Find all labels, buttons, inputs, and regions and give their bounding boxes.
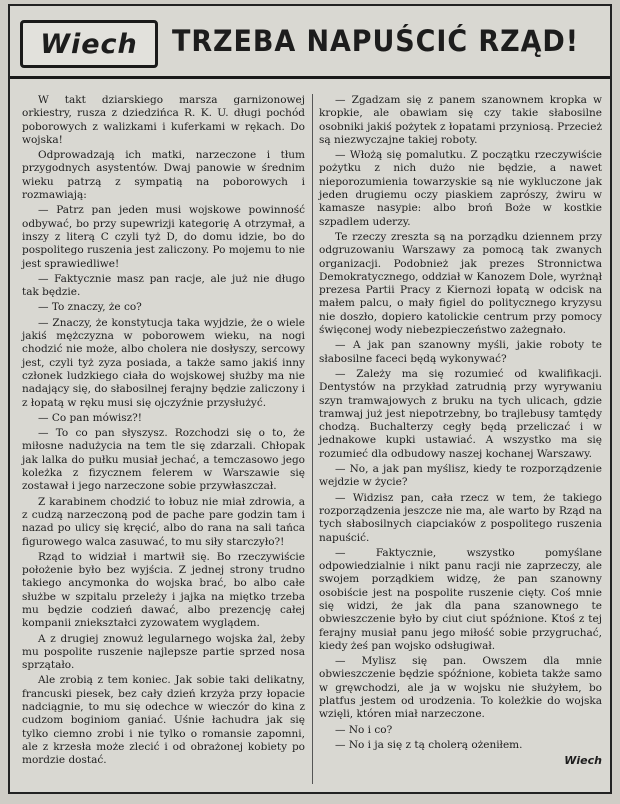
paragraph: Rząd to widział i martwił się. Bo rzeczywiście położenie było bez wyjścia. Z jednej strony trudno takiego ancymonka do wojska brać, bo albo całe służbe w szpitalu przeleży i jajka na miętko trzeba mu będzie codzień dawać, albo prezencję całej kompanii zniekształci zyzowatem wyglądem. [22,550,305,630]
paragraph: — Zgadzam się z panem szanownem kropka w kropkie, ale obawiam się czy takie słabosilne osobniki jakiś pożytek z łopatami przyniosą. Przecież są niezwyczajne takiej roboty. [319,94,602,146]
paragraph: — Włożą się pomalutku. Z początku rzeczywiście pożytku z nich dużo nie będzie, a nawet nieporozumienia towarzyskie są nie wykluczone jak jeden drugiemu oczy piaskiem zaprószy, żwiru w kamasze nasypie: albo broń Boże w kostkie szpadlem uderzy. [319,149,602,228]
paragraph: — Patrz pan jeden musi wojskowe powinność odbywać, bo przy supewrizji kategorię A otrzymał, a inszy z literą C czyli tyż D, do domu idzie, bo do pospolitego ruszenia jest zaliczony. Po mojemu to nie jest sprawiedliwe! [22,204,305,270]
paragraph: Odprowadzają ich matki, narzeczone i tłum przygodnych asystentów. Dwaj panowie w średnim wieku patrzą z sympatią na poborowych i rozmawiają: [22,149,305,202]
paragraph: — No i co? [335,723,393,736]
paragraph: — Widzisz pan, cała rzecz w tem, że takiego rozporządzenia jeszcze nie ma, ale warto by Rząd na tych słabosilnych ciapciaków z pospolitego ruszenia napuścić. [319,491,602,544]
paragraph: — No, a jak pan myślisz, kiedy te rozporządzenie wejdzie w życie? [319,463,602,489]
paragraph: — Mylisz się pan. Owszem dla mnie obwieszczenie będzie spóźnione, kobieta także samo w gręwchodzi, ale ja w wojsku nie służyłem, bo platfus jestem od urodzenia. To koleżkie do wojska wzięli, któren miał narzeczone. [319,655,602,721]
paragraph: — Co pan mówisz?! [38,411,143,424]
paragraph: — Znaczy, że konstytucja taka wyjdzie, że o wiele jakiś mężczyzna w poborowem wieku, na nogi chodzić nie może, albo cholera nie dosłyszy, sercowy jest, czyli tyż zyza posiada, a także samo jakiś inny członek ludzkiego ciała do wojskowej służby ma nie nadający się, do słabosilnej ferajny będzie zaliczony i z łopatą w ręku musi się ojczyźnie przysłużyć. [22,316,305,409]
paragraph: — Faktycznie, wszystko pomyślane odpowiedzialnie i nikt panu racji nie zaprzeczy, ale swojem porządkiem widzę, że pan szanowny osobiście jest na pospolite ruszenie cięty. Coś mnie się widzi, że jak dla pana szanownego te obwieszczenie było by ciut ciut spóźnione. Ktoś z tej ferajny musiał panu jego miłość sobie przygruchać, kiedy żeś pan wojsko odsługiwał. [319,546,602,652]
paragraph: — To znaczy, że co? [38,301,142,314]
paragraph: Z karabinem chodzić to łobuz nie miał zdrowia, a z cudzą narzeczoną pod de pache pare godzin tam i nazad po ulicy się kręcić, albo do rana na sali tańca figurowego walca zasuwać, to mu siły starczyło?! [22,495,305,548]
paragraph: — Faktycznie masz pan racje, ale już nie długo tak będzie. [22,272,305,299]
paragraph: W takt dziarskiego marsza garnizonowej orkiestry, rusza z dziedzińca R. K. U. długi pochód poborowych z walizkami i kuferkami w rękach. Do wojska! [22,94,305,146]
paragraph: Ale zrobią z tem koniec. Jak sobie taki delikatny, francuski piesek, bez cały dzień krzyża przy łopacie nadciągnie, to mu się odechce w wieczór do kina z cudzom boginiom ganiać. Uśnie łachudra jak się tylko ciemno zrobi i nie tylko o romansie zapomni, ale z krzesła może zlecić i od obrażonej kobiety po mordzie dostać. [22,674,305,767]
paragraph: — A jak pan szanowny myśli, jakie roboty te słabosilne faceci będą wykonywać? [319,339,602,365]
article-title: TRZEBA NAPUŚCIĆ RZĄD! [172,24,579,58]
paragraph: — No i ja się z tą cholerą ożeniłem. [335,738,523,751]
author-logo: Wiech [20,20,158,68]
author-signature: Wiech [564,754,602,768]
paragraph: Te rzeczy zreszta są na porządku dziennem przy odgruzowaniu Warszawy za pomocą tak zwanych organizacji. Podobnież jak prezes Stronnictwa Demokratycznego, oddział w Kanozem Dole, wyrżnął prezesa Partii Pracy z Kiernozi łopatą w odcisk na małem palcu, o mały figiel do politycznego kryzysu nie doszło, dopiero katolickie centrum przy pomocy święconej wody niebezpieczeństwo zażegnało. [319,230,602,337]
article-body [22,94,602,784]
newspaper-column [8,4,612,794]
paragraph: — Zależy ma się rozumieć od kwalifikacji. Dentystów na przykład zatrudnią przy wyrywaniu szyn tramwajowych z bruku na tych ulicach, gdzie tramwaj już jest niepotrzebny, bo trajlebusy tamtędy chodzą. Buchalterzy cegły będą przeliczać i w jednakowe kupki ustawiać. A wszystko ma się rozumieć dla odbudowy naszej kochanej Warszawy. [319,367,602,460]
paragraph: A z drugiej znowuż legularnego wojska żal, żeby mu pospolite ruszenie najlepsze partie sprzed nosa sprzątało. [22,632,305,672]
paragraph: — To co pan słyszysz. Rozchodzi się o to, że miłosne nadużycia na tem tle się zdarzali. Chłopak jak lalka do pułku musiał jechać, a temczasowo jego koleżka z fizycznem felerem w Warszawie się zostawał i jego narzeczone sobie przywłaszczał. [22,427,305,493]
header-banner [10,6,610,79]
